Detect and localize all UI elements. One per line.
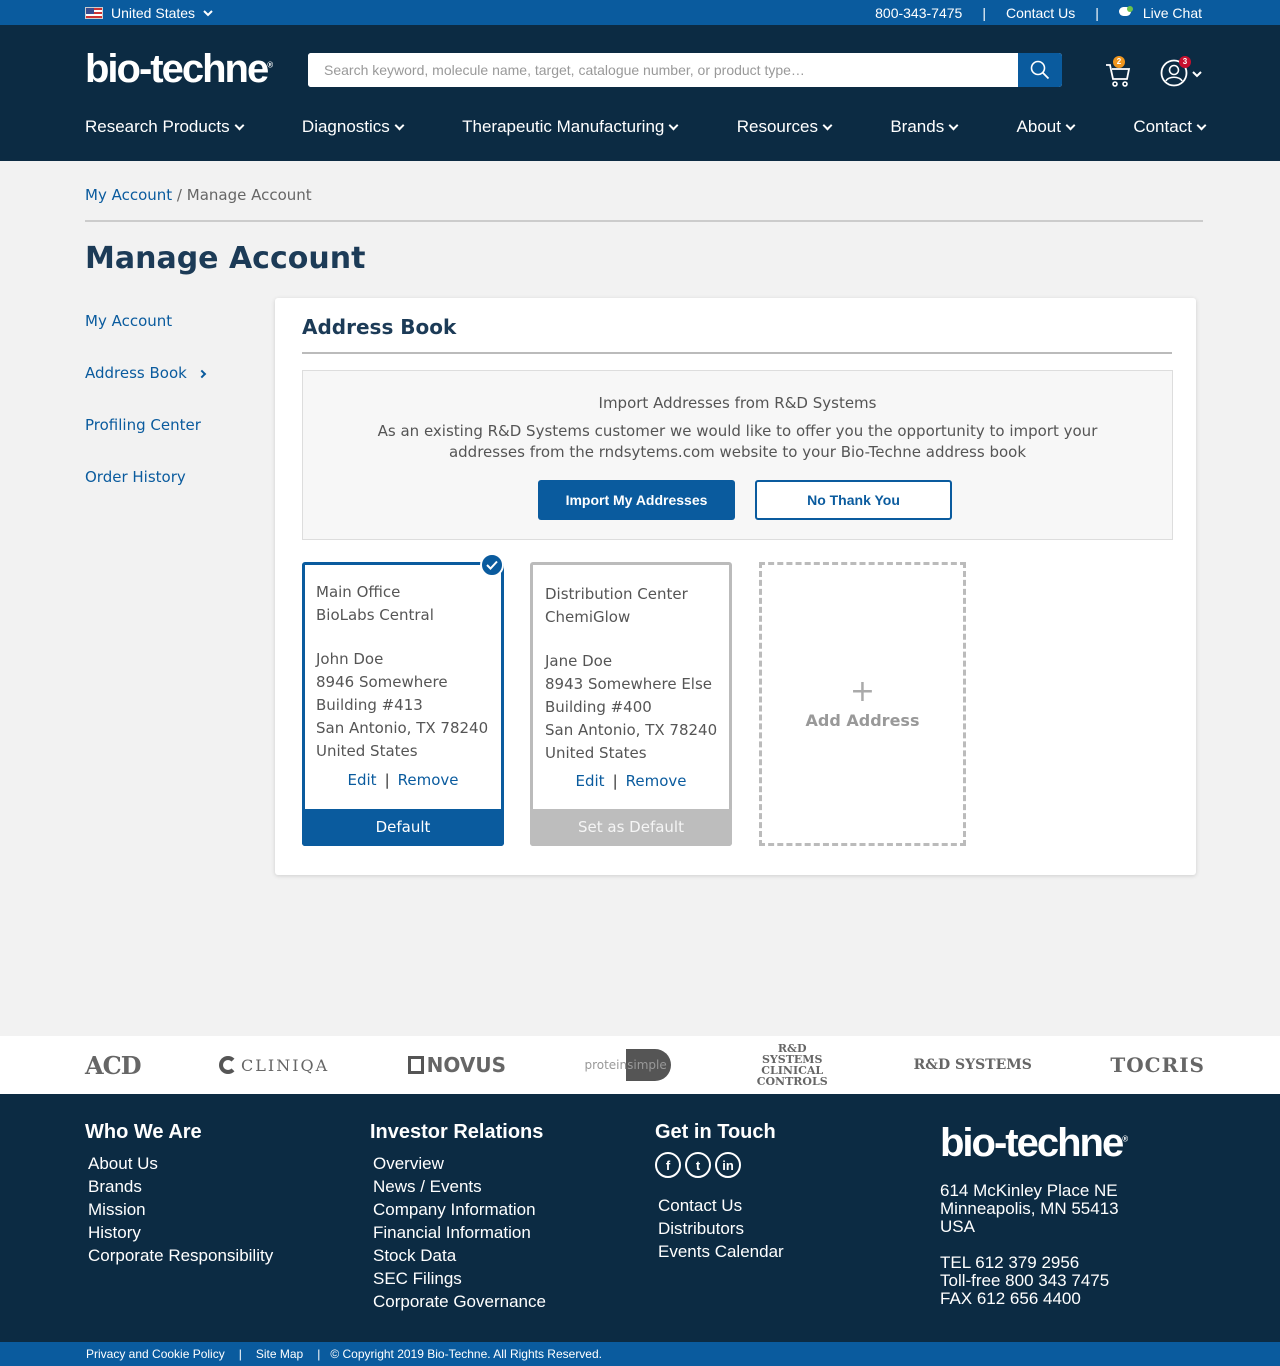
bio-techne-logo[interactable]: bio-techne®	[85, 47, 274, 91]
country-selector[interactable]	[85, 5, 213, 21]
footer-link-corporate-governance[interactable]: Corporate Governance	[373, 1292, 546, 1311]
footer-link-stock-data[interactable]: Stock Data	[373, 1246, 457, 1265]
divider: |	[982, 5, 986, 21]
footer-heading: Investor Relations	[370, 1121, 544, 1143]
footer-link-history[interactable]: History	[88, 1223, 141, 1242]
remove-address-link[interactable]: Remove	[397, 771, 459, 789]
nav-brands[interactable]	[890, 117, 957, 137]
footer-heading: Who We Are	[85, 1121, 202, 1143]
breadcrumb-my-account[interactable]: My Account	[85, 186, 173, 204]
footer-link-brands[interactable]: Brands	[88, 1177, 142, 1196]
address-city: San Antonio, TX 78240	[316, 719, 489, 737]
site-footer	[0, 1094, 1280, 1342]
address-country: United States	[316, 742, 418, 760]
address-card-default[interactable]	[302, 562, 504, 846]
nav-label: About	[1016, 117, 1061, 136]
phone-line: TEL 612 379 2956	[940, 1253, 1080, 1272]
phone-line: Toll-free 800 343 7475	[940, 1271, 1110, 1290]
chevron-down-icon	[1066, 120, 1076, 130]
user-count-badge: 3	[1179, 56, 1191, 68]
sidenav-label: Profiling Center	[85, 416, 201, 434]
edit-address-link[interactable]: Edit	[347, 771, 377, 789]
chevron-down-icon	[203, 9, 213, 17]
address-book-title: Address Book	[302, 315, 457, 339]
address-name: John Doe	[316, 650, 384, 668]
phone-line: FAX 612 656 4400	[940, 1289, 1081, 1308]
brand-novus-logo[interactable]	[408, 1053, 506, 1077]
brand-label: NOVUS	[426, 1053, 506, 1077]
divider: |	[317, 1347, 321, 1361]
checkmark-icon	[480, 553, 504, 577]
breadcrumb	[85, 186, 312, 204]
utility-bar	[0, 0, 1280, 25]
address-label: Main Office	[316, 583, 401, 601]
sidenav-address-book[interactable]	[85, 364, 205, 416]
set-as-default-button[interactable]: Set as Default	[530, 809, 732, 846]
address-line: USA	[940, 1217, 975, 1236]
brand-cliniqa-logo[interactable]	[219, 1056, 329, 1075]
nav-about[interactable]	[1017, 117, 1074, 137]
nav-therapeutic-manufacturing[interactable]	[462, 117, 677, 137]
search-bar	[308, 53, 1062, 87]
footer-link-company-information[interactable]: Company Information	[373, 1200, 536, 1219]
phone-link[interactable]: 800-343-7475	[875, 5, 963, 21]
divider	[302, 352, 1172, 354]
brand-tocris-logo[interactable]: TOCRIS	[1110, 1053, 1205, 1077]
nav-resources[interactable]	[737, 117, 831, 137]
address-line: 614 McKinley Place NE	[940, 1181, 1118, 1200]
address-building: Building #413	[316, 696, 423, 714]
address-country: United States	[545, 744, 647, 762]
import-description: As an existing R&D Systems customer we would like to offer you the opportunity to import your addresses from the rndsytems.com website to your Bio-Techne address book	[377, 422, 1098, 461]
brand-acd-logo[interactable]: ACD	[85, 1050, 141, 1080]
sidenav-label: My Account	[85, 312, 173, 330]
footer-get-in-touch	[655, 1121, 784, 1263]
chevron-right-icon	[198, 370, 206, 378]
page-title: Manage Account	[85, 241, 366, 276]
main-nav	[85, 117, 1205, 137]
social-links	[655, 1152, 784, 1178]
contact-us-link[interactable]: Contact Us	[1005, 5, 1076, 21]
live-chat-label: Live Chat	[1142, 5, 1202, 21]
chat-icon	[1119, 6, 1135, 20]
account-menu[interactable]	[1160, 58, 1204, 88]
nav-label: Contact	[1133, 117, 1192, 136]
footer-who-we-are	[85, 1121, 273, 1267]
search-button[interactable]	[1018, 53, 1062, 87]
divider: |	[238, 1347, 242, 1361]
search-input[interactable]	[308, 53, 1018, 87]
address-book-card	[275, 298, 1196, 875]
address-card[interactable]	[530, 562, 732, 846]
search-icon	[1030, 60, 1050, 80]
footer-logo-text: bio-techne	[940, 1121, 1123, 1165]
copyright-text: © Copyright 2019 Bio-Techne. All Rights Reserved.	[330, 1347, 602, 1361]
footer-link-contact-us[interactable]: Contact Us	[658, 1196, 743, 1215]
sidenav-label: Order History	[85, 468, 186, 486]
company-address	[940, 1182, 1128, 1308]
address-street: 8946 Somewhere	[316, 673, 448, 691]
add-address-label: Add Address	[805, 710, 920, 730]
twitter-icon[interactable]: t	[685, 1152, 711, 1178]
chevron-down-icon	[1196, 120, 1206, 130]
chevron-down-icon	[1192, 70, 1202, 78]
footer-link-overview[interactable]: Overview	[373, 1154, 444, 1173]
nav-label: Brands	[890, 117, 945, 136]
plus-icon: +	[849, 673, 876, 709]
address-label: Distribution Center	[545, 585, 688, 603]
address-street: 8943 Somewhere Else	[545, 675, 713, 693]
edit-address-link[interactable]: Edit	[575, 772, 605, 790]
footer-link-financial-information[interactable]: Financial Information	[373, 1223, 531, 1242]
facebook-icon[interactable]: f	[655, 1152, 681, 1178]
brand-rnd-clinical-logo[interactable]: R&D SYSTEMS CLINICAL CONTROLS	[756, 1042, 828, 1088]
country-label: United States	[111, 5, 196, 21]
address-company: BioLabs Central	[316, 606, 434, 624]
account-sidenav	[85, 312, 205, 520]
us-flag-icon	[85, 7, 103, 19]
divider: |	[1095, 5, 1099, 21]
footer-investor-relations	[370, 1121, 546, 1313]
site-header	[0, 25, 1280, 161]
privacy-policy-link[interactable]: Privacy and Cookie Policy	[86, 1347, 225, 1361]
sidenav-order-history[interactable]	[85, 468, 205, 520]
address-building: Building #400	[545, 698, 652, 716]
cart-button[interactable]	[1105, 58, 1133, 88]
divider: |	[384, 771, 390, 789]
footer-link-distributors[interactable]: Distributors	[658, 1219, 744, 1238]
footer-link-mission[interactable]: Mission	[88, 1200, 146, 1219]
cart-count-badge: 2	[1113, 56, 1125, 68]
sidenav-label: Address Book	[85, 364, 187, 382]
brand-label: proteinsimple	[584, 1049, 670, 1081]
nav-label: Diagnostics	[301, 117, 390, 136]
breadcrumb-separator: /	[172, 186, 187, 204]
logo-text: bio-techne	[85, 47, 268, 91]
import-addresses-panel	[302, 370, 1173, 540]
footer-heading: Get in Touch	[655, 1121, 776, 1143]
brand-proteinsimple-logo[interactable]	[584, 1049, 670, 1081]
remove-address-link[interactable]: Remove	[625, 772, 687, 790]
nav-research-products[interactable]	[85, 117, 243, 137]
footer-link-events-calendar[interactable]: Events Calendar	[658, 1242, 784, 1261]
nav-contact[interactable]	[1133, 117, 1205, 137]
brand-logos	[0, 1036, 1280, 1094]
footer-link-about-us[interactable]: About Us	[88, 1154, 158, 1173]
footer-link-corporate-responsibility[interactable]: Corporate Responsibility	[88, 1246, 274, 1265]
chevron-down-icon	[669, 120, 679, 130]
brand-rnd-systems-logo[interactable]: R&D SYSTEMS	[913, 1057, 1032, 1073]
site-map-link[interactable]: Site Map	[255, 1347, 304, 1361]
add-address-button[interactable]	[759, 562, 966, 846]
divider: |	[612, 772, 618, 790]
default-badge: Default	[302, 809, 504, 846]
linkedin-icon[interactable]: in	[715, 1152, 741, 1178]
no-thank-you-button[interactable]: No Thank You	[755, 480, 952, 520]
chevron-down-icon	[949, 120, 959, 130]
import-my-addresses-button[interactable]: Import My Addresses	[538, 480, 735, 520]
address-line: Minneapolis, MN 55413	[940, 1199, 1119, 1218]
sidenav-my-account[interactable]	[85, 312, 205, 364]
chevron-down-icon	[823, 120, 833, 130]
footer-link-news-events[interactable]: News / Events	[373, 1177, 482, 1196]
footer-company-info	[940, 1121, 1128, 1308]
address-company: ChemiGlow	[545, 608, 631, 626]
sidenav-profiling-center[interactable]	[85, 416, 205, 468]
nav-diagnostics[interactable]	[302, 117, 403, 137]
chevron-down-icon	[234, 120, 244, 130]
nav-label: Resources	[736, 117, 818, 136]
footer-logo: bio-techne®	[940, 1121, 1129, 1165]
nav-label: Research Products	[85, 117, 230, 136]
import-title: Import Addresses from R&D Systems	[598, 394, 877, 412]
footer-link-sec-filings[interactable]: SEC Filings	[373, 1269, 462, 1288]
address-city: San Antonio, TX 78240	[545, 721, 718, 739]
legal-bar	[0, 1342, 1280, 1366]
divider	[85, 220, 1203, 222]
breadcrumb-current: Manage Account	[186, 186, 312, 204]
address-name: Jane Doe	[545, 652, 613, 670]
live-chat-link[interactable]	[1119, 5, 1202, 21]
brand-label: CLINIQA	[241, 1055, 330, 1075]
chevron-down-icon	[394, 120, 404, 130]
nav-label: Therapeutic Manufacturing	[462, 117, 665, 136]
